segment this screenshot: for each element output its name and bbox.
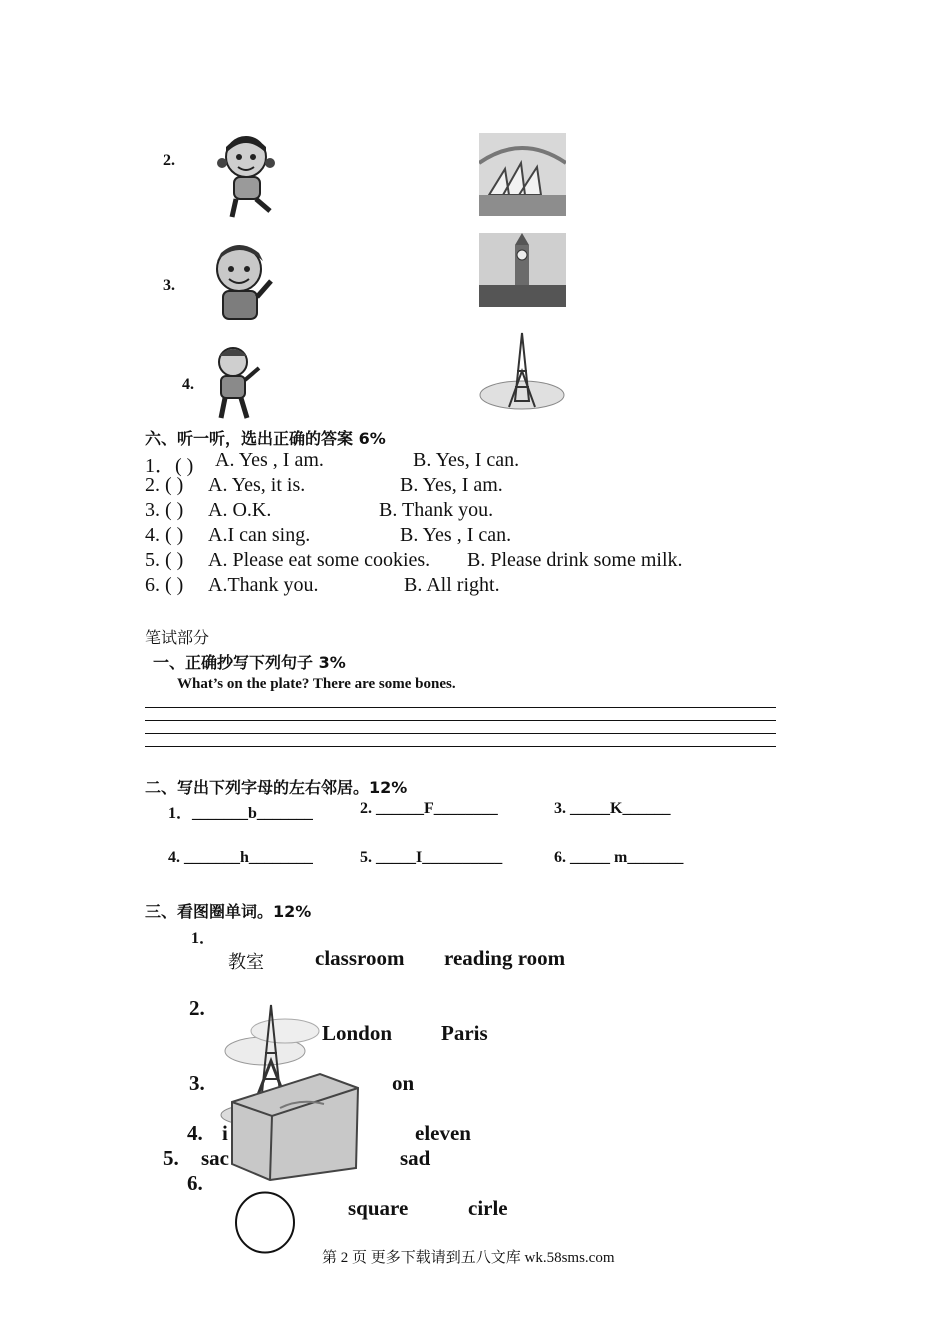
copy-sentence-text: What’s on the plate? There are some bones.: [177, 676, 456, 692]
box-picture: [228, 1068, 360, 1181]
listening-q4-option-a: A.I can sing.: [208, 524, 311, 546]
listening-q2-option-b: B. Yes, I am.: [400, 474, 503, 496]
listening-q1-option-a: A. Yes , I am.: [215, 449, 324, 471]
circle-q1-word-reading-room[interactable]: reading room: [444, 946, 566, 970]
listening-q5-option-b: B. Please drink some milk.: [467, 549, 683, 571]
writing-line-2[interactable]: [145, 720, 776, 721]
sydney-opera-house-picture: [479, 133, 566, 216]
letter-neighbors-q5[interactable]: 5. _____I__________: [360, 849, 503, 866]
listening-q5-num: 5. ( ): [145, 549, 184, 571]
circle-q4-partial-word[interactable]: i: [222, 1121, 228, 1145]
boy-pointing-picture: [205, 243, 277, 323]
page-footer: 第 2 页 更多下载请到五八文库 wk.58sms.com: [322, 1250, 615, 1266]
circle-q5-num: 5.: [163, 1146, 179, 1170]
circle-q2-word-paris[interactable]: Paris: [441, 1021, 488, 1045]
listening-q1-num: 1．( ): [145, 455, 194, 477]
listening-q3-num: 3. ( ): [145, 499, 184, 521]
listening-q4-num: 4. ( ): [145, 524, 184, 546]
letter-neighbors-q3[interactable]: 3. _____K______: [554, 800, 671, 817]
circle-q1-word-classroom[interactable]: classroom: [315, 946, 405, 970]
circle-q3-num: 3.: [189, 1071, 205, 1095]
copy-sentence-heading: 一、正确抄写下列句子 3%: [153, 653, 346, 672]
circle-q3-word-on[interactable]: on: [392, 1071, 415, 1095]
circle-q1-word-chinese[interactable]: 教室: [228, 952, 264, 973]
letter-neighbors-q1[interactable]: 1．_______b_______: [168, 805, 313, 822]
listening-q1-option-b: B. Yes, I can.: [413, 449, 520, 471]
circle-q2-word-london[interactable]: London: [322, 1021, 393, 1045]
letter-neighbors-q4[interactable]: 4. _______h________: [168, 849, 313, 866]
circle-q6-word-cirle[interactable]: cirle: [468, 1196, 508, 1220]
letter-neighbors-heading: 二、写出下列字母的左右邻居。12%: [145, 778, 408, 797]
listening-q4-option-b: B. Yes , I can.: [400, 524, 512, 546]
circle-words-heading: 三、看图圈单词。12%: [145, 902, 312, 921]
boy-waving-picture: [207, 342, 262, 420]
circle-q6-num: 6.: [187, 1171, 203, 1195]
circle-q1-num: 1．: [191, 930, 216, 947]
listening-q6-option-a: A.Thank you.: [208, 574, 319, 596]
big-ben-picture: [479, 233, 566, 307]
circle-q5-partial-word[interactable]: sac: [201, 1146, 229, 1170]
circle-q6-word-square[interactable]: square: [348, 1196, 409, 1220]
letter-neighbors-q2[interactable]: 2. ______F________: [360, 800, 498, 817]
circle-q2-num: 2.: [189, 996, 205, 1020]
circle-q4-word-eleven[interactable]: eleven: [415, 1121, 471, 1145]
listening-q2-option-a: A. Yes, it is.: [208, 474, 306, 496]
circle-shape-picture: [234, 1191, 296, 1254]
listening-q6-num: 6. ( ): [145, 574, 184, 596]
letter-neighbors-q6[interactable]: 6. _____ m_______: [554, 849, 684, 866]
girl-calling-picture: [212, 133, 280, 221]
circle-q4-num: 4.: [187, 1121, 203, 1145]
writing-line-3[interactable]: [145, 733, 776, 734]
listening-q6-option-b: B. All right.: [404, 574, 500, 596]
listening-q3-option-a: A. O.K.: [208, 499, 272, 521]
listening-heading: 六、听一听，选出正确的答案 6%: [145, 429, 386, 448]
circle-q5-word-sad[interactable]: sad: [400, 1146, 431, 1170]
item-number-3: 3.: [163, 277, 175, 294]
item-number-4: 4.: [182, 376, 194, 393]
written-section-title: 笔试部分: [145, 628, 210, 647]
listening-q2-num: 2. ( ): [145, 474, 184, 496]
eiffel-tower-picture: [479, 331, 566, 414]
writing-line-1[interactable]: [145, 707, 776, 708]
item-number-2: 2.: [163, 152, 175, 169]
listening-q3-option-b: B. Thank you.: [379, 499, 494, 521]
listening-q5-option-a: A. Please eat some cookies.: [208, 549, 431, 571]
writing-line-4[interactable]: [145, 746, 776, 747]
